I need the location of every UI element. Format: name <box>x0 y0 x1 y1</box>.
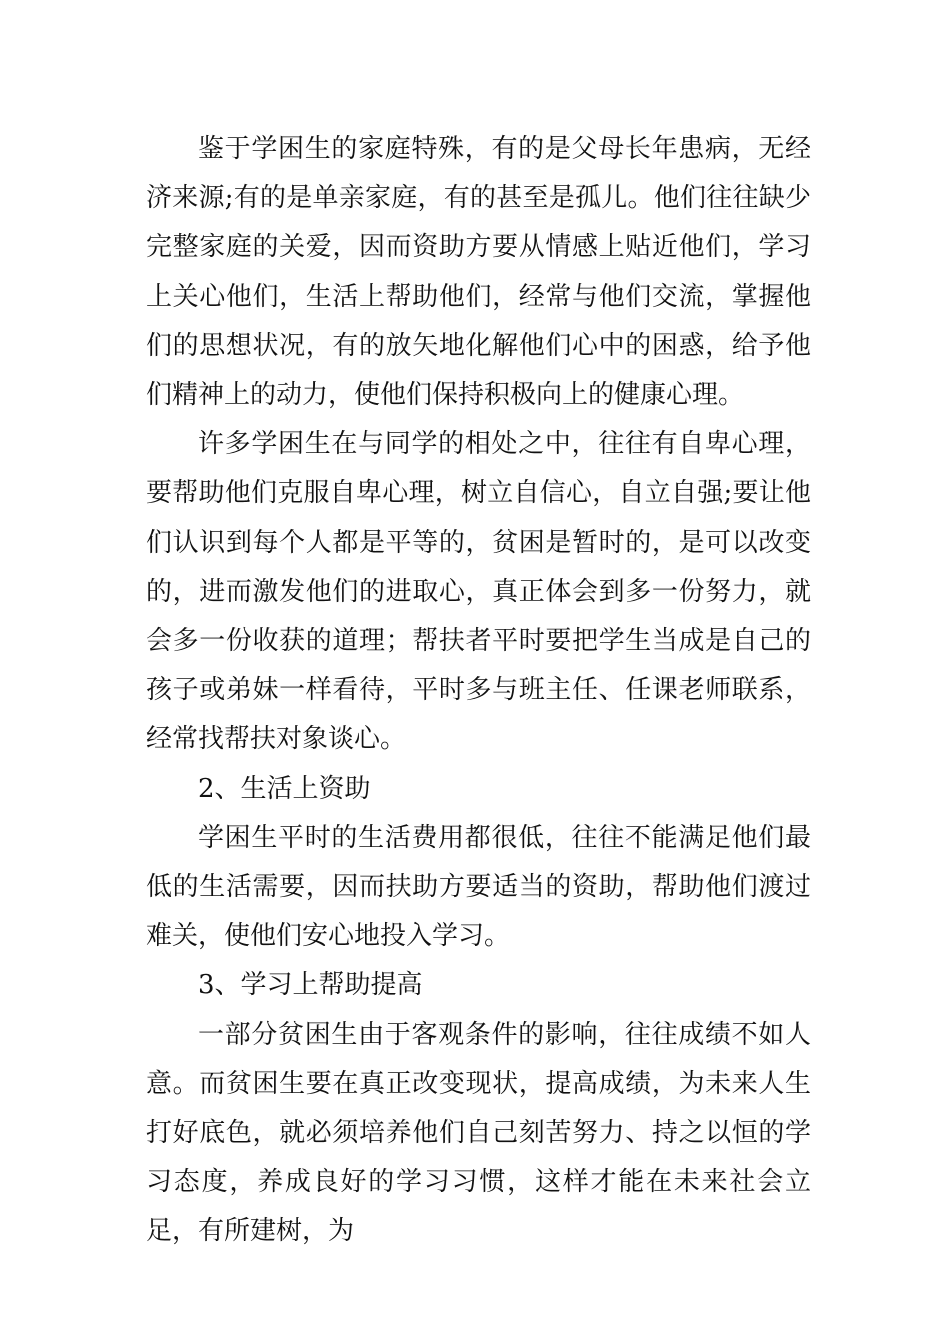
paragraph-study-help: 一部分贫困生由于客观条件的影响，往往成绩不如人意。而贫困生要在真正改变现状，提高成绩，为未来人生打好底色，就必须培养他们自己刻苦努力、持之以恒的学习态度，养成良好的学习习惯，这样才能在未来社会立足，有所建树，为 <box>146 1019 811 1247</box>
section-heading-living-aid: 2、生活上资助 <box>198 773 371 804</box>
paragraph-self-confidence: 许多学困生在与同学的相处之中，往往有自卑心理，要帮助他们克服自卑心理，树立自信心，自立自强;要让他们认识到每个人都是平等的，贫困是暂时的，是可以改变的，进而激发他们的进取心，真正体会到多一份努力，就会多一份收获的道理；帮扶者平时要把学生当成是自己的孩子或弟妹一样看待，平时多与班主任、任课老师联系，经常找帮扶对象谈心。 <box>146 429 811 755</box>
paragraph-living-aid: 学困生平时的生活费用都很低，往往不能满足他们最低的生活需要，因而扶助方要适当的资助，帮助他们渡过难关，使他们安心地投入学习。 <box>146 822 811 952</box>
document-body <box>146 125 811 1257</box>
section-heading-study-help: 3、学习上帮助提高 <box>198 970 423 1001</box>
paragraph-family-care: 鉴于学困生的家庭特殊，有的是父母长年患病，无经济来源;有的是单亲家庭，有的甚至是孤儿。他们往往缺少完整家庭的关爱，因而资助方要从情感上贴近他们，学习上关心他们，生活上帮助他们，经常与他们交流，掌握他们的思想状况，有的放矢地化解他们心中的困惑，给予他们精神上的动力，使他们保持积极向上的健康心理。 <box>146 134 811 411</box>
